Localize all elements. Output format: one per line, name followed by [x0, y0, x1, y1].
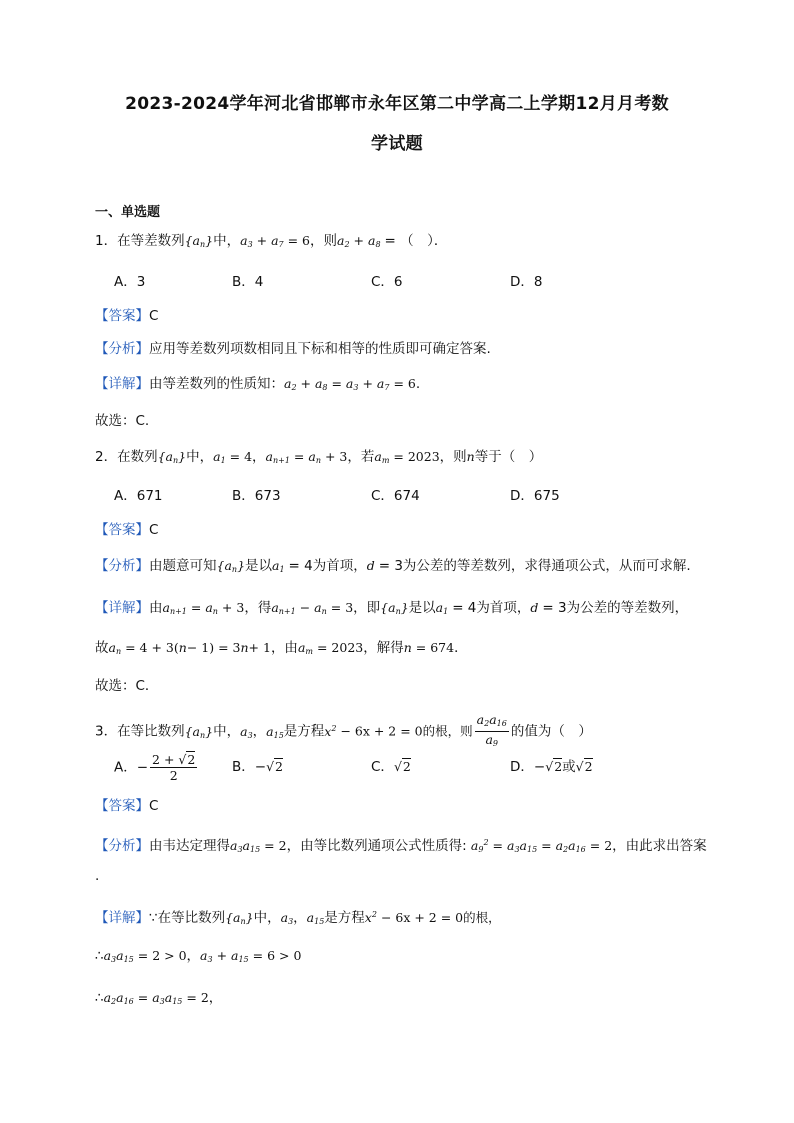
title-line-1: 2023-2024学年河北省邯郸市永年区第二中学高二上学期12月月考数 [125, 94, 669, 114]
q3-option-d: D．−√2或√2 [510, 759, 593, 775]
q2-option-a: A．671 [114, 488, 163, 504]
q2-answer: 【答案】C [95, 522, 159, 538]
q3-analysis-cont: . [95, 868, 100, 884]
q3-fraction: $\frac{a_2a_{16}}{a_9}$ [476, 712, 507, 748]
q2-detail-line-2: 故$a_n = 4 + 3(n- 1) = 3n+ 1$，由$a_m = 2023$，解得n = 674． [95, 640, 468, 656]
q2-option-d: D．675 [510, 488, 560, 504]
q3-detail-line-2: $\therefore a_3a_{15} = 2 > 0$，$a_3 + a_{15} = 6 > 0$ [95, 948, 302, 964]
q1-detail: 【详解】由等差数列的性质知：$a_2 + a_8 = a_3 + a_7 = 6$. [95, 376, 421, 392]
q1-option-d: D．8 [510, 274, 543, 290]
q2-detail: 【详解】由$a_{n+1} = a_n + 3$，得$a_{n+1} - a_n = 3$，即$\{a_n\}$是以$a_1 = 4$为首项，d = 3为公差的等差数列， [95, 600, 689, 616]
q3-answer: 【答案】C [95, 798, 159, 814]
q1-answer: 【答案】C [95, 308, 159, 324]
q1-stem: 1．在等差数列$\{a_n\}$中，$a_3 + a_7 = 6$，则$a_2 + a_8$ = （ ）． [95, 233, 448, 249]
q3-option-a: A．− $\frac{2 + √2}{2}$ [114, 752, 196, 783]
q3-detail-line-3: $\therefore a_2a_{16} = a_3a_{15} = 2$， [95, 990, 223, 1006]
section-heading: 一、单选题 [95, 205, 161, 220]
q3-detail: 【详解】∵在等比数列$\{a_n\}$中，$a_3$，$a_{15}$是方程$x^2 - 6x + 2 = 0$的根， [95, 910, 501, 926]
q1-option-c: C．6 [371, 274, 403, 290]
q1-conclusion: 故选：C. [95, 413, 150, 429]
q1-option-b: B．4 [232, 274, 264, 290]
page-title [60, 84, 734, 164]
q3-option-c: C．√2 [371, 759, 411, 775]
q2-stem: 2．在数列$\{a_n\}$中，$a_1 = 4$，$a_{n+1} = a_n + 3$，若$a_m = 2023$，则n等于（ ） [95, 449, 543, 465]
q3-option-b: B．−√2 [232, 759, 283, 775]
q2-option-c: C．674 [371, 488, 420, 504]
q2-conclusion: 故选：C． [95, 678, 159, 694]
q2-option-b: B．673 [232, 488, 281, 504]
q1-analysis: 【分析】应用等差数列项数相同且下标和相等的性质即可确定答案. [95, 341, 491, 357]
q1-option-a: A．3 [114, 274, 146, 290]
q3-analysis: 【分析】由韦达定理得$a_3a_{15} = 2$，由等比数列通项公式性质得: $a_9^2 = a_3a_{15} = a_2a_{16} = 2$，由此求出答案 [95, 838, 707, 854]
q2-analysis: 【分析】由题意可知$\{a_n\}$是以$a_1 = 4$为首项，d = 3为公差的等差数列，求得通项公式，从而可求解. [95, 558, 691, 574]
q3-stem: 3．在等比数列$\{a_n\}$中，$a_3$，$a_{15}$是方程$x^2 - 6x + 2 = 0$的根，则 $\frac{a_2a_{16}}{a_9}$ 的值为（ ） [95, 712, 592, 751]
title-line-2: 学试题 [371, 134, 423, 154]
